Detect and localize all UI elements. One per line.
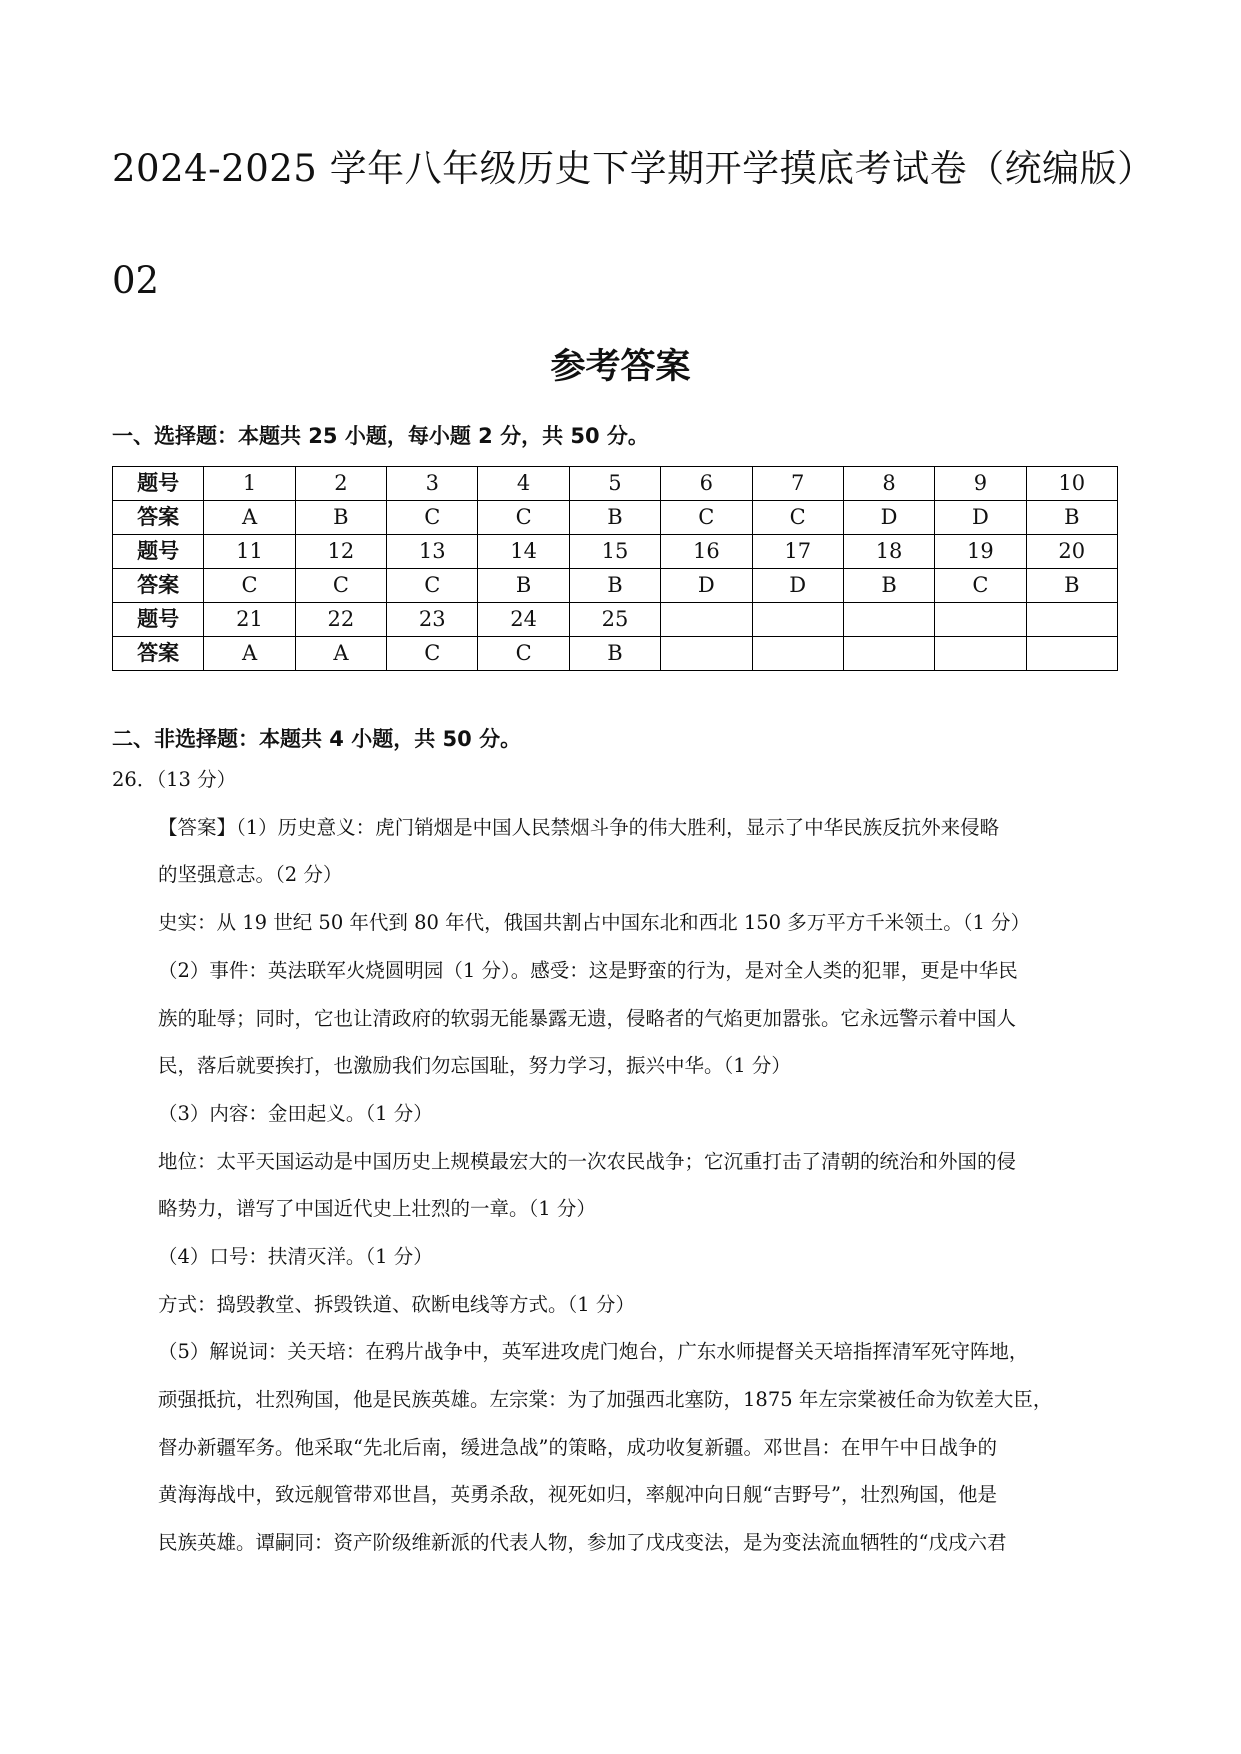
- answer-cell: C: [295, 569, 386, 603]
- answer-cell: C: [752, 501, 843, 535]
- answer-line: 地位：太平天国运动是中国历史上规模最宏大的一次农民战争；它沉重打击了清朝的统治和外国的侵: [158, 1150, 1017, 1173]
- answer-line: 督办新疆军务。他采取“先北后南，缓进急战”的策略，成功收复新疆。邓世昌：在甲午中日战争的: [158, 1436, 997, 1459]
- question-number-cell: 18: [843, 535, 934, 569]
- answer-line: 方式：捣毁教堂、拆毁铁道、砍断电线等方式。（1 分）: [158, 1293, 635, 1316]
- answer-line: 民，落后就要挨打，也激励我们勿忘国耻，努力学习，振兴中华。（1 分）: [158, 1054, 791, 1077]
- table-row: [113, 603, 1118, 637]
- answer-cell: B: [1026, 569, 1117, 603]
- answer-line: 【答案】（1）历史意义：虎门销烟是中国人民禁烟斗争的伟大胜利，显示了中华民族反抗外来侵略: [158, 816, 1000, 839]
- answer-cell: C: [661, 501, 752, 535]
- answer-cell: C: [478, 501, 569, 535]
- section-nonchoice-heading: 二、非选择题：本题共 4 小题，共 50 分。: [112, 727, 522, 751]
- question-number-cell: 15: [569, 535, 660, 569]
- exam-title-number: 02: [112, 259, 160, 302]
- answer-cell: C: [387, 569, 478, 603]
- question-number-cell: 25: [569, 603, 660, 637]
- answer-line: 黄海海战中，致远舰管带邓世昌，英勇杀敌，视死如归，率舰冲向日舰“吉野号”，壮烈殉国，他是: [158, 1483, 997, 1506]
- answer-cell: [843, 637, 934, 671]
- answer-cell: A: [204, 637, 295, 671]
- question-number-cell: 2: [295, 467, 386, 501]
- answer-cell: C: [204, 569, 295, 603]
- answer-line: （2）事件：英法联军火烧圆明园（1 分）。感受：这是野蛮的行为，是对全人类的犯罪，更是中华民: [158, 959, 1018, 982]
- answer-cell: A: [204, 501, 295, 535]
- answer-cell: B: [569, 569, 660, 603]
- question-number-cell: 10: [1026, 467, 1117, 501]
- question-number-cell: 1: [204, 467, 295, 501]
- answer-line: 史实：从 19 世纪 50 年代到 80 年代，俄国共割占中国东北和西北 150 多万平方千米领土。（1 分）: [158, 911, 1031, 934]
- answer-cell: D: [752, 569, 843, 603]
- answer-line: （4）口号：扶清灭洋。（1 分）: [158, 1245, 433, 1268]
- table-row: [113, 535, 1118, 569]
- answer-cell: D: [661, 569, 752, 603]
- question-26-header: 26．（13 分）: [112, 768, 237, 791]
- question-number-cell: 24: [478, 603, 569, 637]
- row-label-question-number: 题号: [113, 467, 204, 501]
- row-label-question-number: 题号: [113, 535, 204, 569]
- table-row: [113, 501, 1118, 535]
- question-number-cell: [843, 603, 934, 637]
- question-number-cell: 17: [752, 535, 843, 569]
- table-row: [113, 637, 1118, 671]
- answer-line: 顽强抵抗，壮烈殉国，他是民族英雄。左宗棠：为了加强西北塞防，1875 年左宗棠被任命为钦差大臣，: [158, 1388, 1053, 1411]
- answer-cell: [1026, 637, 1117, 671]
- answer-cell: C: [387, 501, 478, 535]
- answer-cell: B: [1026, 501, 1117, 535]
- answer-line: （5）解说词：关天培：在鸦片战争中，英军进攻虎门炮台，广东水师提督关天培指挥清军死守阵地，: [158, 1340, 1029, 1363]
- answer-line: 民族英雄。谭嗣同：资产阶级维新派的代表人物，参加了戊戌变法，是为变法流血牺牲的“戊戌六君: [158, 1531, 1007, 1554]
- answer-cell: B: [569, 501, 660, 535]
- question-number-cell: 6: [661, 467, 752, 501]
- row-label-answer: 答案: [113, 501, 204, 535]
- answer-cell: [935, 637, 1026, 671]
- table-row: [113, 569, 1118, 603]
- answer-cell: B: [295, 501, 386, 535]
- answer-cell: D: [935, 501, 1026, 535]
- answer-cell: [661, 637, 752, 671]
- question-number-cell: 7: [752, 467, 843, 501]
- question-number-cell: 19: [935, 535, 1026, 569]
- question-number-cell: 23: [387, 603, 478, 637]
- answer-cell: C: [387, 637, 478, 671]
- question-number-cell: 3: [387, 467, 478, 501]
- question-number-cell: 21: [204, 603, 295, 637]
- question-number-cell: 9: [935, 467, 1026, 501]
- answer-line: （3）内容：金田起义。（1 分）: [158, 1102, 433, 1125]
- question-number-cell: 20: [1026, 535, 1117, 569]
- answer-line: 略势力，谱写了中国近代史上壮烈的一章。（1 分）: [158, 1197, 596, 1220]
- table-row: [113, 467, 1118, 501]
- answer-cell: C: [478, 637, 569, 671]
- question-number-cell: [752, 603, 843, 637]
- answer-cell: C: [935, 569, 1026, 603]
- answer-cell: B: [478, 569, 569, 603]
- row-label-question-number: 题号: [113, 603, 204, 637]
- answer-cell: D: [843, 501, 934, 535]
- question-number-cell: [661, 603, 752, 637]
- section-choice-heading: 一、选择题：本题共 25 小题，每小题 2 分，共 50 分。: [112, 424, 649, 448]
- question-number-cell: 13: [387, 535, 478, 569]
- answer-table: [112, 466, 1118, 671]
- answer-cell: B: [843, 569, 934, 603]
- answer-cell: B: [569, 637, 660, 671]
- exam-title: 2024-2025 学年八年级历史下学期开学摸底考试卷（统编版）: [112, 147, 1155, 190]
- question-number-cell: 16: [661, 535, 752, 569]
- question-number-cell: 12: [295, 535, 386, 569]
- question-number-cell: 5: [569, 467, 660, 501]
- answer-line: 族的耻辱；同时，它也让清政府的软弱无能暴露无遗，侵略者的气焰更加嚣张。它永远警示着中国人: [158, 1007, 1017, 1030]
- question-number-cell: [1026, 603, 1117, 637]
- answer-line: 的坚强意志。（2 分）: [158, 863, 343, 886]
- question-number-cell: 14: [478, 535, 569, 569]
- question-number-cell: 11: [204, 535, 295, 569]
- row-label-answer: 答案: [113, 637, 204, 671]
- question-number-cell: [935, 603, 1026, 637]
- row-label-answer: 答案: [113, 569, 204, 603]
- question-number-cell: 22: [295, 603, 386, 637]
- answer-heading: 参考答案: [550, 347, 691, 387]
- question-number-cell: 4: [478, 467, 569, 501]
- question-number-cell: 8: [843, 467, 934, 501]
- answer-cell: A: [295, 637, 386, 671]
- answer-cell: [752, 637, 843, 671]
